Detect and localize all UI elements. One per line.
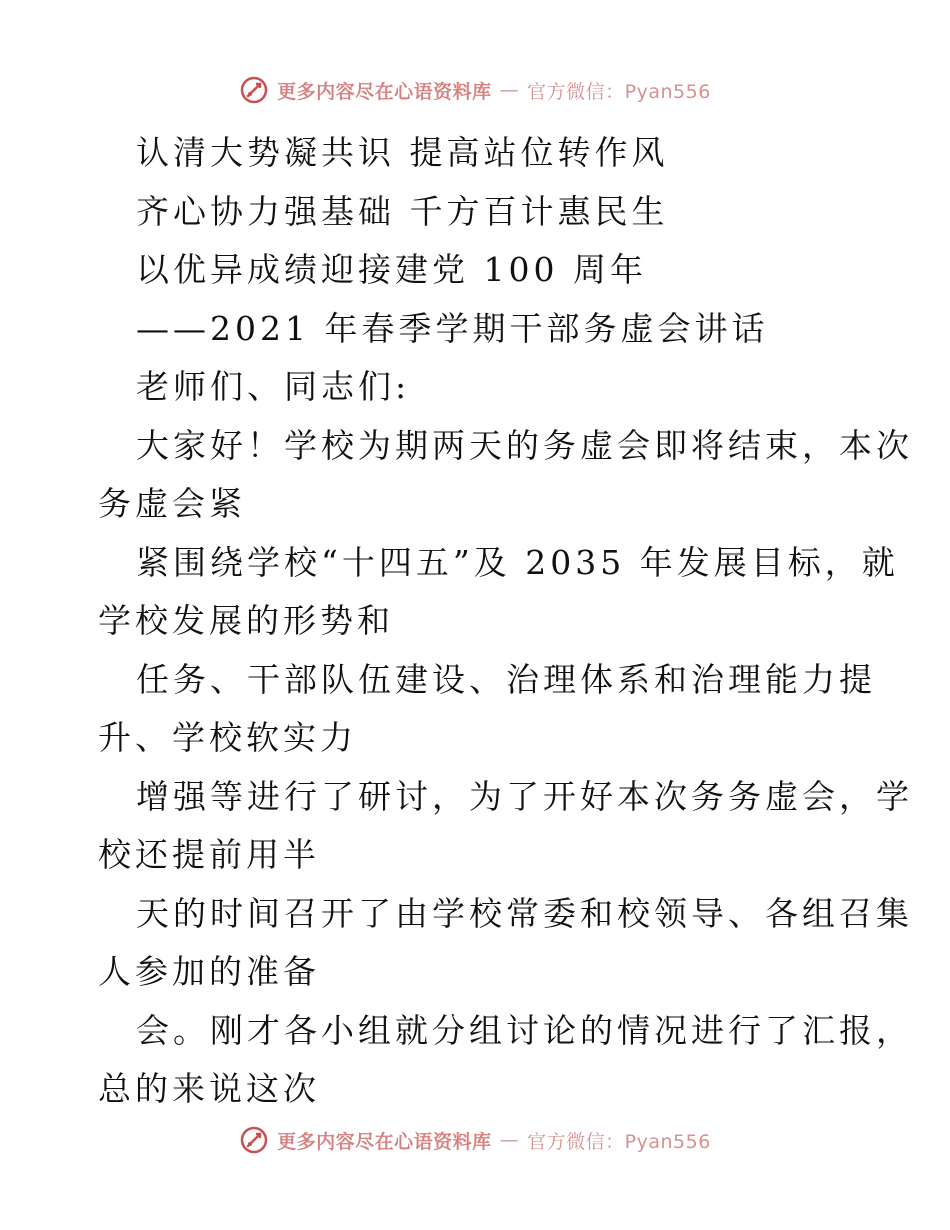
paragraph-line: 大家好！学校为期两天的务虚会即将结束，本次 — [136, 425, 913, 465]
salutation-line: 老师们、同志们: — [136, 367, 411, 406]
header-watermark — [0, 70, 950, 110]
watermark-separator: — — [499, 1129, 520, 1151]
paragraph-line: 升、学校软实力 — [98, 718, 357, 757]
watermark-contact-text: 官方微信：Pyan556 — [527, 80, 711, 103]
quill-logo-icon — [239, 1125, 269, 1155]
paragraph-line: 务虚会紧 — [98, 484, 246, 523]
paragraph-line: 任务、干部队伍建设、治理体系和治理能力提 — [136, 659, 876, 699]
paragraph-line: 学校发展的形势和 — [98, 601, 394, 640]
title-line-1: 认清大势凝共识 提高站位转作风 — [136, 133, 669, 172]
paragraph-line: 天的时间召开了由学校常委和校领导、各组召集 — [136, 893, 913, 933]
title-line-3: 以优异成绩迎接建党 100 周年 — [136, 250, 647, 289]
paragraph-line: 会。刚才各小组就分组讨论的情况进行了汇报， — [136, 1010, 913, 1050]
paragraph-line: 增强等进行了研讨，为了开好本次务务虚会，学 — [136, 776, 913, 816]
paragraph-line: 紧围绕学校“十四五”及 2035 年发展目标，就 — [136, 542, 899, 582]
paragraph-line: 总的来说这次 — [98, 1069, 320, 1108]
footer-watermark — [0, 1120, 950, 1160]
watermark-promo-text: 更多内容尽在心语资料库 — [277, 80, 492, 103]
watermark-contact-text: 官方微信：Pyan556 — [527, 1130, 711, 1153]
watermark-promo-text: 更多内容尽在心语资料库 — [277, 1130, 492, 1153]
paragraph-line: 人参加的准备 — [98, 952, 320, 991]
watermark-separator: — — [499, 79, 520, 101]
subtitle-line: ——2021 年春季学期干部务虚会讲话 — [136, 308, 769, 348]
document-body — [98, 124, 913, 1119]
quill-logo-icon — [239, 75, 269, 105]
paragraph-line: 校还提前用半 — [98, 835, 320, 874]
title-line-2: 齐心协力强基础 千方百计惠民生 — [136, 191, 669, 231]
